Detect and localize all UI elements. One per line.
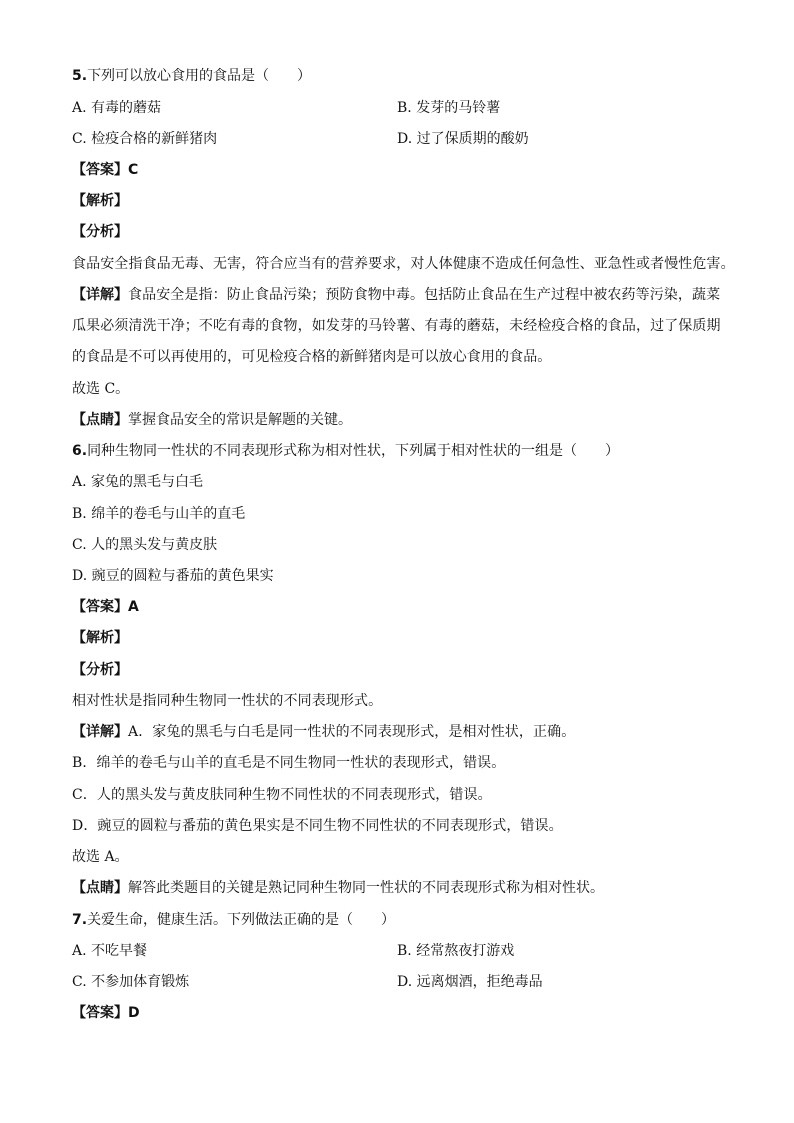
q5-xiangjie-line-1 xyxy=(72,285,722,305)
q6-jiexi-label: 【解析】 xyxy=(72,630,128,646)
dianjing-label: 【点睛】 xyxy=(72,412,128,428)
question-6-title xyxy=(72,441,722,461)
q6-option-c: C. 人的黑头发与黄皮肤 xyxy=(72,537,218,553)
answer-label: 【答案】 xyxy=(72,162,128,178)
q5-xiangjie-line-3: 的食品是不可以再使用的，可见检疫合格的新鲜猪肉是可以放心食用的食品。 xyxy=(72,349,552,365)
q7-answer xyxy=(72,1003,722,1023)
question-number: 6. xyxy=(72,443,88,459)
q6-xiangjie-line-4: D．豌豆的圆粒与番茄的黄色果实是不同生物不同性状的不同表现形式，错误。 xyxy=(72,818,563,834)
q5-option-c: C. 检疫合格的新鲜猪肉 xyxy=(72,131,218,147)
q6-fenxi-text: 相对性状是指同种生物同一性状的不同表现形式。 xyxy=(72,693,383,709)
q6-fenxi-label: 【分析】 xyxy=(72,662,128,678)
question-text: 关爱生命，健康生活。下列做法正确的是（ ） xyxy=(87,912,396,928)
xiangjie-text: A．家兔的黑毛与白毛是同一性状的不同表现形式，是相对性状，正确。 xyxy=(128,724,576,740)
q5-option-b: B. 发芽的马铃薯 xyxy=(397,100,501,116)
answer-value: D xyxy=(128,1005,140,1021)
q5-xiangjie-line-2: 瓜果必须清洗干净；不吃有毒的食物，如发芽的马铃薯、有毒的蘑菇，未经检疫合格的食品，过了保质期 xyxy=(72,318,721,334)
question-text: 下列可以放心食用的食品是（ ） xyxy=(87,68,312,84)
q6-option-b: B. 绵羊的卷毛与山羊的直毛 xyxy=(72,506,246,522)
q6-guxuan: 故选 A。 xyxy=(72,849,129,865)
answer-label: 【答案】 xyxy=(72,599,128,615)
q6-dianjing xyxy=(72,878,722,898)
question-7-title xyxy=(72,910,722,930)
q5-fenxi-text: 食品安全指食品无毒、无害，符合应当有的营养要求，对人体健康不造成任何急性、亚急性或者慢性危害。 xyxy=(72,256,735,272)
question-text: 同种生物同一性状的不同表现形式称为相对性状，下列属于相对性状的一组是（ ） xyxy=(87,443,620,459)
dianjing-text: 解答此类题目的关键是熟记同种生物同一性状的不同表现形式称为相对性状。 xyxy=(128,880,604,896)
q5-option-d: D. 过了保质期的酸奶 xyxy=(397,131,529,147)
answer-value: C xyxy=(128,162,139,178)
q5-option-a: A. 有毒的蘑菇 xyxy=(72,100,162,116)
q7-option-b: B. 经常熬夜打游戏 xyxy=(397,943,515,959)
q5-fenxi-label: 【分析】 xyxy=(72,224,128,240)
q6-option-d: D. 豌豆的圆粒与番茄的黄色果实 xyxy=(72,568,274,584)
q5-answer xyxy=(72,160,722,180)
q5-jiexi-label: 【解析】 xyxy=(72,193,128,209)
q7-option-a: A. 不吃早餐 xyxy=(72,943,148,959)
xiangjie-label: 【详解】 xyxy=(72,287,128,303)
q6-xiangjie-line-2: B．绵羊的卷毛与山羊的直毛是不同生物同一性状的表现形式，错误。 xyxy=(72,755,506,771)
q6-xiangjie-line-1 xyxy=(72,722,722,742)
xiangjie-text: 食品安全是指：防止食品污染；预防食物中毒。包括防止食品在生产过程中被农药等污染，蔬菜 xyxy=(128,287,721,303)
q6-answer xyxy=(72,597,722,617)
q7-option-d: D. 远离烟酒，拒绝毒品 xyxy=(397,974,543,990)
q7-option-c: C. 不参加体育锻炼 xyxy=(72,974,190,990)
dianjing-text: 掌握食品安全的常识是解题的关键。 xyxy=(128,412,352,428)
answer-value: A xyxy=(128,599,139,615)
answer-label: 【答案】 xyxy=(72,1005,128,1021)
q5-guxuan: 故选 C。 xyxy=(72,381,130,397)
q5-dianjing xyxy=(72,410,722,430)
question-number: 5. xyxy=(72,68,88,84)
xiangjie-label: 【详解】 xyxy=(72,724,128,740)
question-5-title xyxy=(72,66,722,86)
q6-option-a: A. 家兔的黑毛与白毛 xyxy=(72,474,204,490)
question-number: 7. xyxy=(72,912,88,928)
dianjing-label: 【点睛】 xyxy=(72,880,128,896)
q6-xiangjie-line-3: C．人的黑头发与黄皮肤同种生物不同性状的不同表现形式，错误。 xyxy=(72,787,492,803)
